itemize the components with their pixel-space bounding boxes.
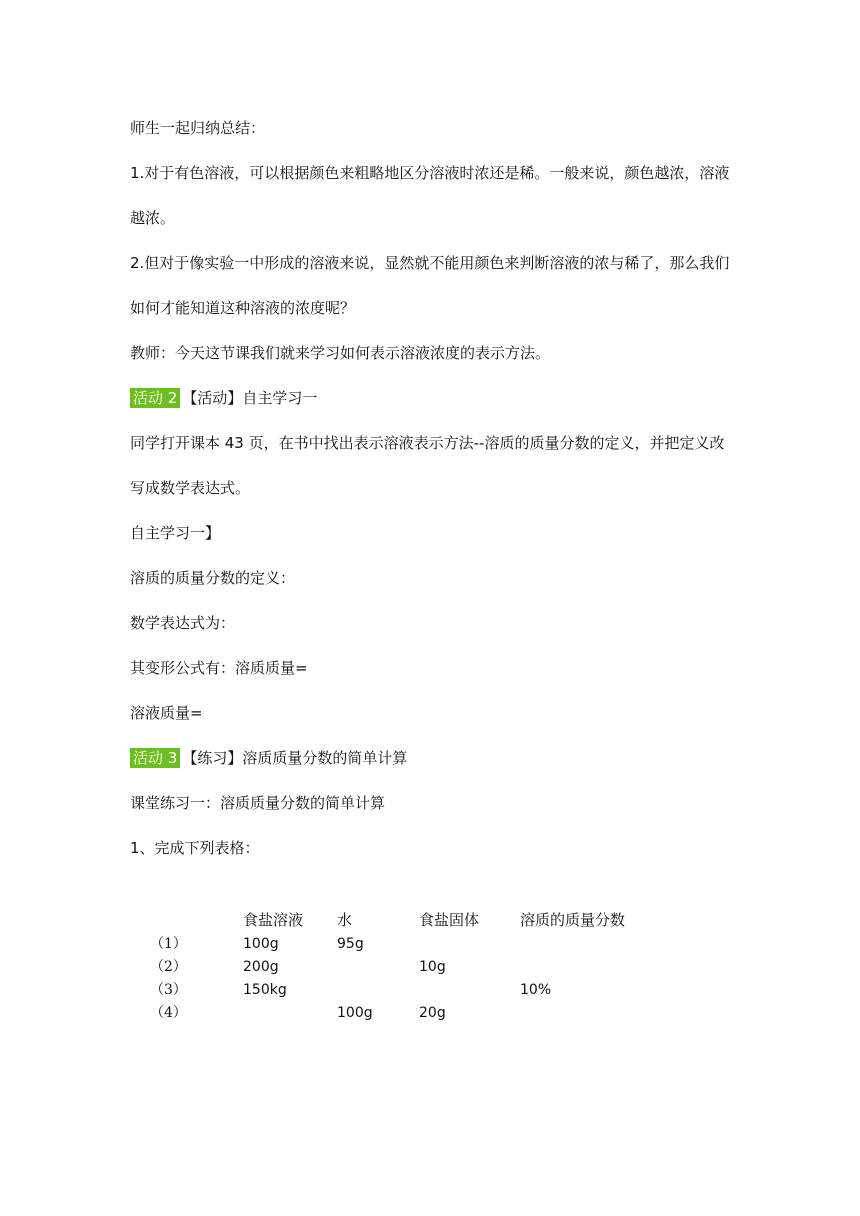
table-cell: 100g (243, 936, 279, 952)
activity-2-heading (130, 388, 317, 408)
exercise-item-1: 1、完成下列表格： (130, 839, 260, 857)
activity-3-tag: 活动 3 (130, 748, 180, 768)
expression-prompt: 数学表达式为： (130, 614, 236, 632)
summary-intro: 师生一起归纳总结： (130, 119, 266, 137)
definition-prompt: 溶质的质量分数的定义： (130, 569, 296, 587)
exercise-heading: 课堂练习一：溶质质量分数的简单计算 (130, 794, 386, 812)
table-cell: 95g (337, 936, 364, 952)
summary-point-2: 2.但对于像实验一中形成的溶液来说，显然就不能用颜色来判断溶液的浓与稀了，那么我们 (130, 254, 730, 272)
activity-2-tag: 活动 2 (130, 388, 180, 408)
variant-formula-solution: 溶液质量= (130, 704, 203, 722)
summary-point-1: 1.对于有色溶液，可以根据颜色来粗略地区分溶液时浓还是稀。一般来说，颜色越浓，溶液 (130, 164, 730, 182)
table-cell: 10g (419, 959, 446, 975)
table-header-solution: 食盐溶液 (243, 911, 304, 929)
table-cell: 150kg (243, 982, 287, 998)
table-cell: 10% (520, 982, 552, 998)
table-row-label: （4） (150, 1005, 187, 1021)
instruction-line-cont: 写成数学表达式。 (130, 479, 251, 497)
table-header-salt: 食盐固体 (419, 911, 480, 929)
table-cell: 100g (337, 1005, 373, 1021)
table-header-mass-fraction: 溶质的质量分数 (520, 911, 626, 929)
table-row-label: （1） (150, 936, 187, 952)
self-study-heading: 自主学习一】 (130, 524, 221, 542)
activity-3-title: 【练习】溶质质量分数的简单计算 (182, 749, 408, 767)
summary-point-2-cont: 如何才能知道这种溶液的浓度呢？ (130, 299, 356, 317)
table-header-water: 水 (337, 911, 353, 929)
instruction-line: 同学打开课本 43 页，在书中找出表示溶液表示方法--溶质的质量分数的定义，并把定义改 (130, 434, 725, 452)
variant-formula-solute: 其变形公式有：溶质质量= (130, 659, 308, 677)
table-cell: 200g (243, 959, 279, 975)
activity-2-title: 【活动】自主学习一 (182, 389, 318, 407)
table-row-label: （2） (150, 959, 187, 975)
table-row-label: （3） (150, 982, 187, 998)
teacher-statement: 教师：今天这节课我们就来学习如何表示溶液浓度的表示方法。 (130, 344, 551, 362)
summary-point-1-cont: 越浓。 (130, 209, 176, 227)
table-cell: 20g (419, 1005, 446, 1021)
activity-3-heading (130, 748, 407, 768)
